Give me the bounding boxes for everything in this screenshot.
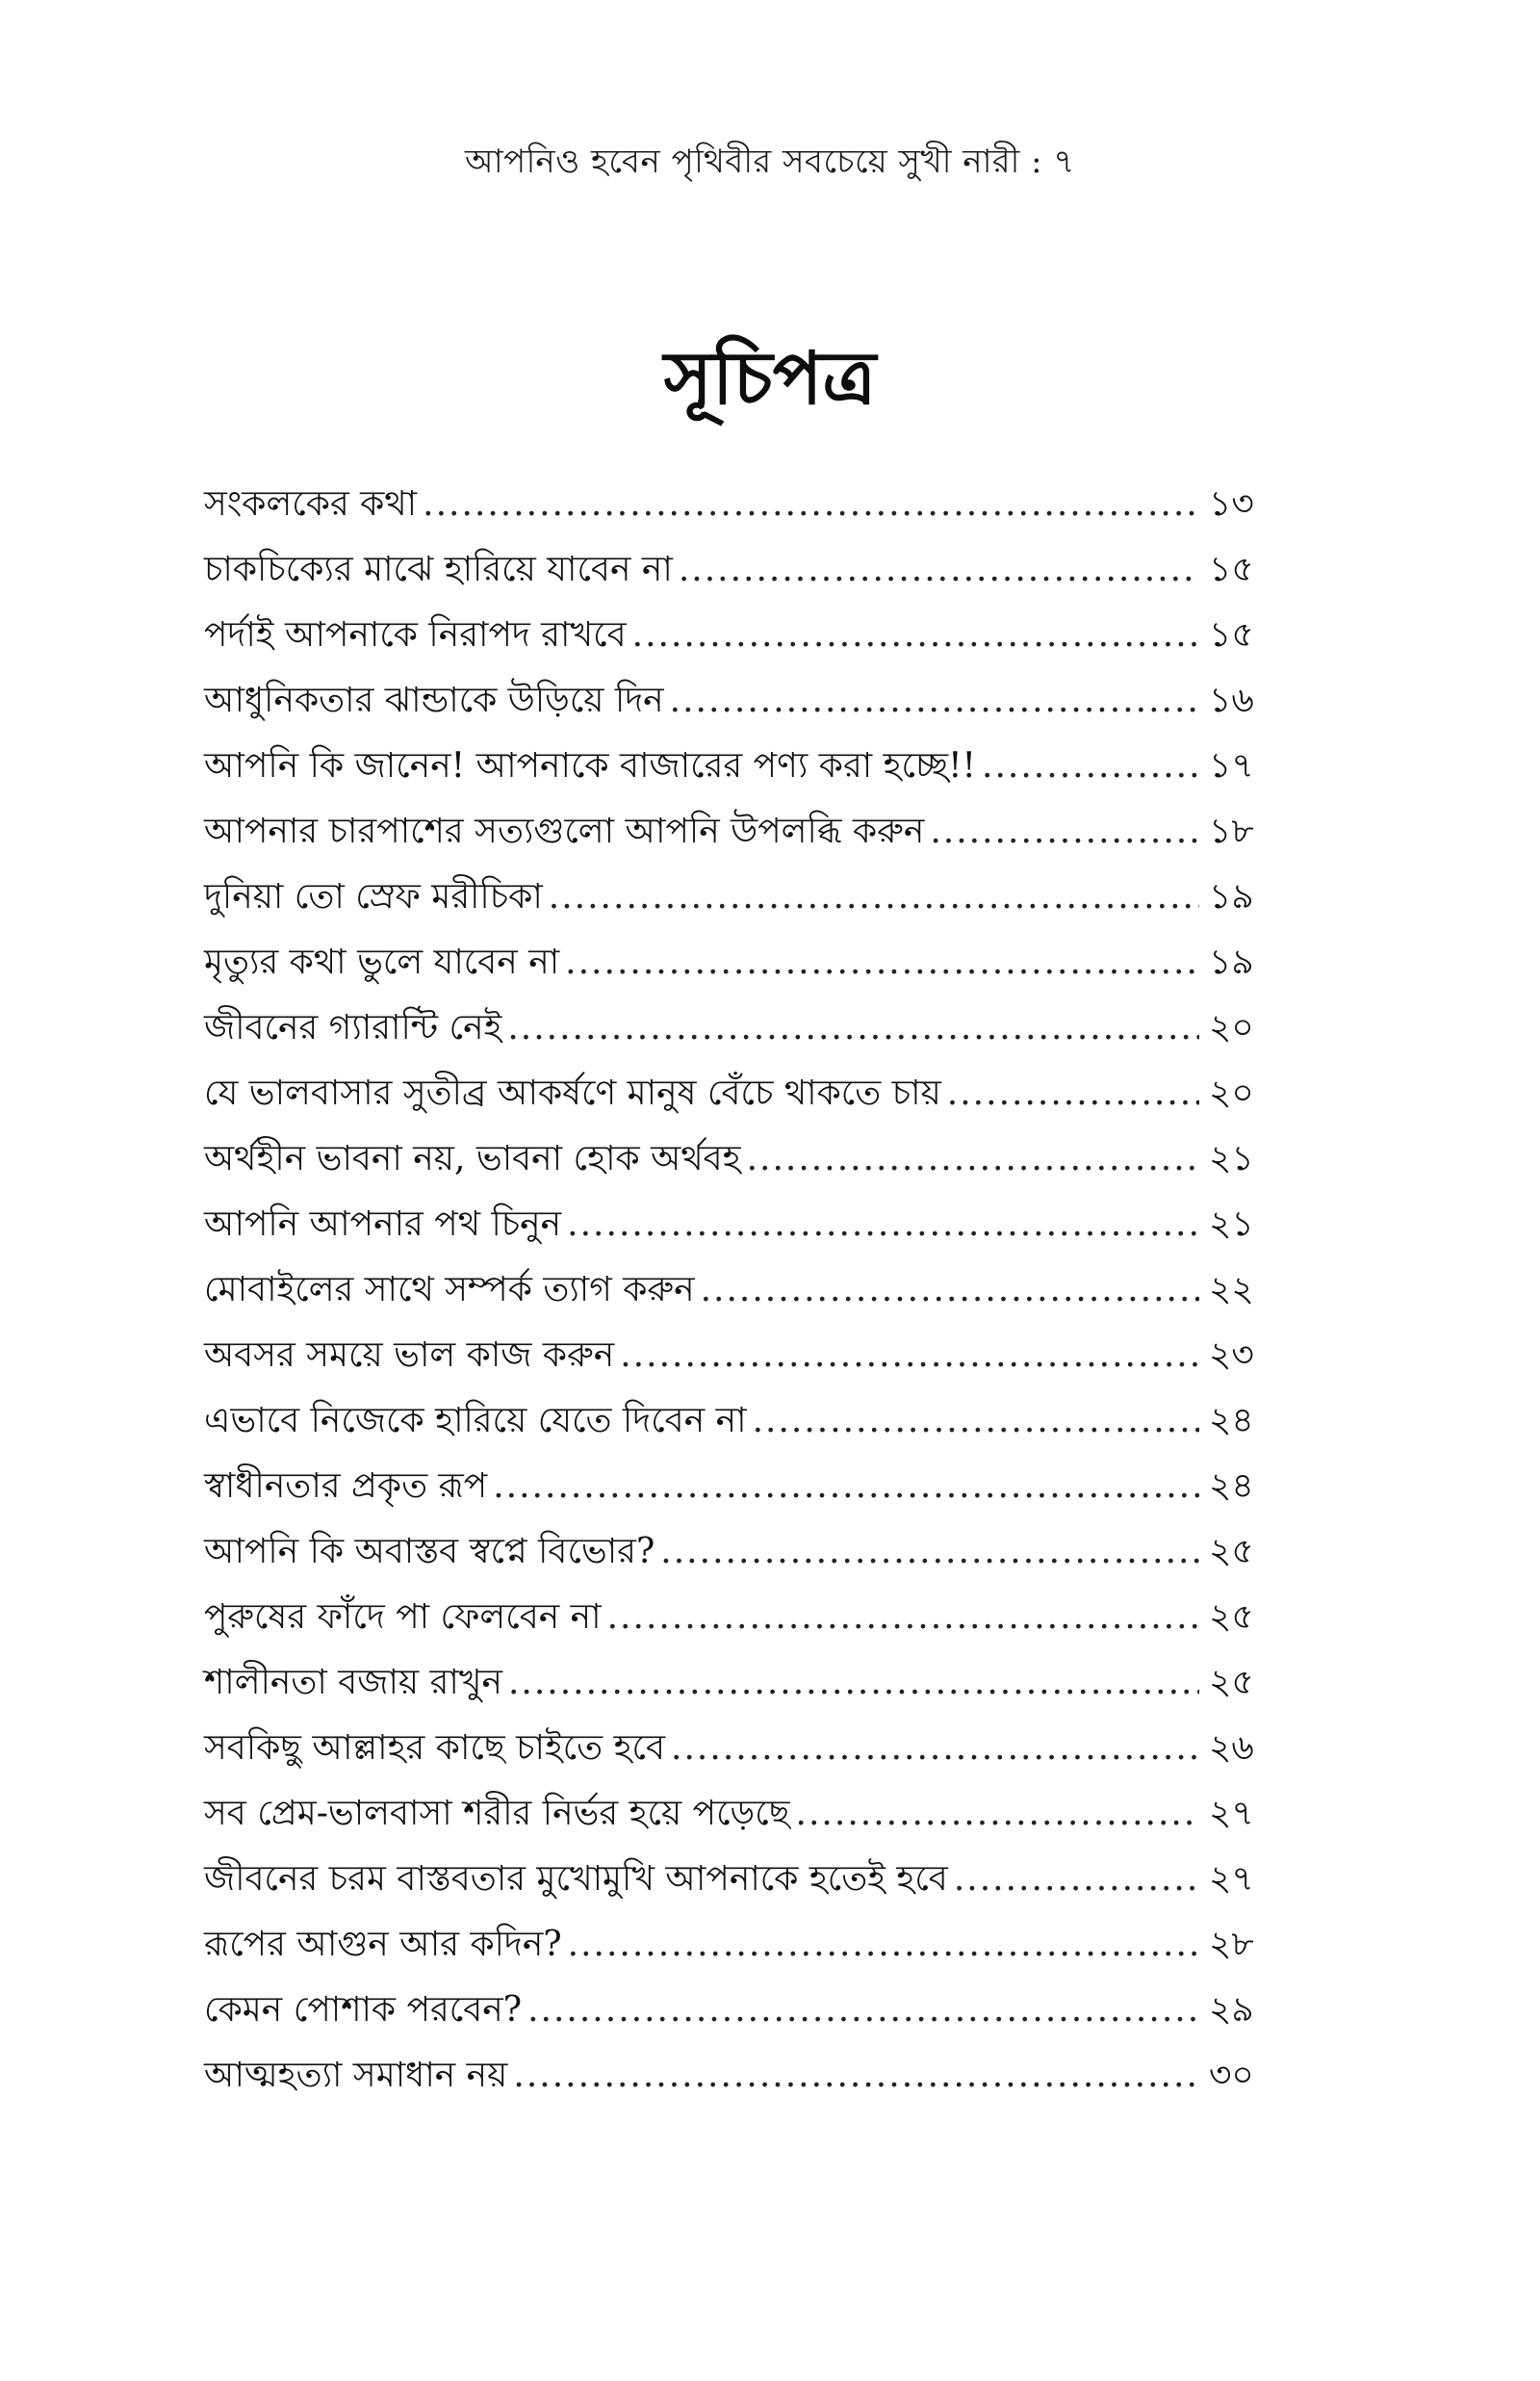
toc-entry [204, 1061, 1263, 1126]
running-header: আপনিও হবেন পৃথিবীর সবচেয়ে সুখী নারী : ৭ [464, 142, 1076, 181]
toc-entry-page: ২২ [1209, 1270, 1254, 1309]
toc-entry-title: সংকলকের কথা [204, 484, 418, 524]
toc-entry [204, 1847, 1263, 1912]
dot-leader [670, 668, 1199, 734]
toc-entry [204, 930, 1263, 996]
dot-leader [753, 1388, 1199, 1454]
toc-entry [204, 1454, 1263, 1519]
toc-entry [204, 472, 1263, 537]
toc-entry [204, 1912, 1263, 1978]
toc-entry-title: চাকচিক্যের মাঝে হারিয়ে যাবেন না [204, 550, 673, 589]
toc-entry-page: ২৭ [1209, 1794, 1254, 1833]
dot-leader [607, 1585, 1199, 1650]
toc-entry-page: ২৩ [1209, 1335, 1254, 1375]
toc-entry-title: অর্থহীন ভাবনা নয়, ভাবনা হোক অর্থবহ [204, 1139, 741, 1178]
toc-entry-page: ২৪ [1209, 1466, 1254, 1506]
toc-entry-page: ১৮ [1209, 812, 1254, 851]
dot-leader [423, 472, 1199, 537]
toc-entry-page: ২৯ [1209, 1990, 1254, 2030]
toc-entry-title: শালীনতা বজায় রাখুন [204, 1663, 502, 1702]
toc-entry-page: ১৫ [1209, 550, 1254, 589]
toc-entry-title: আপনি কি অবাস্তব স্বপ্নে বিভোর? [204, 1532, 655, 1571]
toc-entry-title: পর্দাই আপনাকে নিরাপদ রাখবে [204, 615, 627, 655]
dot-leader [508, 1650, 1199, 1716]
dot-leader [671, 1716, 1199, 1781]
toc-entry [204, 1323, 1263, 1388]
toc-entry-title: আপনি কি জানেন! আপনাকে বাজারের পণ্য করা হচ্ছে!! [204, 746, 977, 786]
toc-entry-title: কেমন পোশাক পরবেন? [204, 1990, 523, 2030]
toc-entry-title: স্বাধীনতার প্রকৃত রূপ [204, 1466, 488, 1506]
toc-entry-title: যে ভালবাসার সুতীব্র আকর্ষণে মানুষ বেঁচে থাকতে চায় [204, 1074, 941, 1113]
toc-entry-title: জীবনের চরম বাস্তবতার মুখোমুখি আপনাকে হতেই হবে [204, 1859, 948, 1899]
toc-entry-page: ২৪ [1209, 1401, 1254, 1440]
toc-entry [204, 537, 1263, 603]
toc-entry [204, 996, 1263, 1061]
dot-leader [493, 1454, 1199, 1519]
dot-leader [679, 537, 1199, 603]
toc-entry [204, 1192, 1263, 1257]
toc-entry-page: ২৭ [1209, 1859, 1254, 1899]
toc-entry-title: মৃত্যুর কথা ভুলে যাবেন না [204, 943, 560, 982]
toc-entry-page: ১৬ [1209, 681, 1254, 720]
dot-leader [701, 1257, 1199, 1323]
dot-leader [527, 1978, 1199, 2043]
toc-entry-page: ২১ [1209, 1204, 1254, 1244]
toc-entry-page: ২৮ [1209, 1925, 1254, 1964]
toc-entry-page: ২১ [1209, 1139, 1254, 1178]
dot-leader [565, 930, 1199, 996]
toc-entry [204, 2043, 1263, 2109]
toc-entry [204, 1716, 1263, 1781]
toc-entry-title: মোবাইলের সাথে সম্পর্ক ত্যাগ করুন [204, 1270, 695, 1309]
dot-leader [930, 799, 1199, 865]
dot-leader [747, 1126, 1199, 1192]
dot-leader [660, 1519, 1199, 1585]
toc-entry-page: ১৫ [1209, 615, 1254, 655]
toc-entry-page: ১৯ [1209, 943, 1254, 982]
toc-entry [204, 1519, 1263, 1585]
toc-entry-title: আপনি আপনার পথ চিনুন [204, 1204, 562, 1244]
dot-leader [513, 2043, 1199, 2109]
toc-entry-page: ২৫ [1209, 1532, 1254, 1571]
toc-entry-title: রূপের আগুন আর কদিন? [204, 1925, 562, 1964]
toc-entry [204, 603, 1263, 668]
dot-leader [954, 1847, 1199, 1912]
toc-entry [204, 668, 1263, 734]
toc-entry-page: ২০ [1209, 1008, 1254, 1048]
toc-entry-title: আত্মহত্যা সমাধান নয় [204, 2056, 508, 2095]
toc-entry [204, 865, 1263, 930]
toc-entry-page: ২৫ [1209, 1663, 1254, 1702]
dot-leader [947, 1061, 1199, 1126]
toc-entry [204, 1585, 1263, 1650]
toc-entry-page: ২০ [1209, 1074, 1254, 1113]
toc-title: সূচিপত্র [663, 335, 877, 421]
dot-leader [549, 865, 1199, 930]
toc-entry-title: পুরুষের ফাঁদে পা ফেলবেন না [204, 1597, 602, 1637]
toc-entry-page: ১৩ [1209, 484, 1254, 524]
dot-leader [796, 1781, 1199, 1847]
dot-leader [568, 1912, 1199, 1978]
toc-entry-page: ১৯ [1209, 877, 1254, 917]
toc-entry [204, 734, 1263, 799]
toc-entry-page: ২৫ [1209, 1597, 1254, 1637]
toc-entry-title: দুনিয়া তো স্রেফ মরীচিকা [204, 877, 543, 917]
dot-leader [567, 1192, 1199, 1257]
toc-entry [204, 1257, 1263, 1323]
toc-entry-title: এভাবে নিজেকে হারিয়ে যেতে দিবেন না [204, 1401, 747, 1440]
toc-list [204, 472, 1263, 2109]
toc-entry-title: সব প্রেম-ভালবাসা শরীর নির্ভর হয়ে পড়েছে [204, 1794, 790, 1833]
dot-leader [620, 1323, 1199, 1388]
toc-entry [204, 1781, 1263, 1847]
toc-entry [204, 1978, 1263, 2043]
dot-leader [632, 603, 1199, 668]
toc-entry-title: সবকিছু আল্লাহর কাছে চাইতে হবে [204, 1728, 666, 1768]
toc-entry [204, 799, 1263, 865]
toc-entry [204, 1650, 1263, 1716]
toc-entry [204, 1388, 1263, 1454]
toc-entry-title: জীবনের গ্যারান্টি নেই [204, 1008, 502, 1048]
toc-entry-title: আধুনিকতার ঝান্ডাকে উড়িয়ে দিন [204, 681, 664, 720]
toc-entry-page: ৩০ [1209, 2056, 1254, 2095]
toc-entry-title: আপনার চারপাশের সত্যগুলো আপনি উপলব্ধি করুন [204, 812, 925, 851]
toc-entry-page: ১৭ [1209, 746, 1254, 786]
dot-leader [982, 734, 1199, 799]
toc-entry [204, 1126, 1263, 1192]
toc-entry-title: অবসর সময়ে ভাল কাজ করুন [204, 1335, 615, 1375]
dot-leader [507, 996, 1199, 1061]
toc-entry-page: ২৬ [1209, 1728, 1254, 1768]
